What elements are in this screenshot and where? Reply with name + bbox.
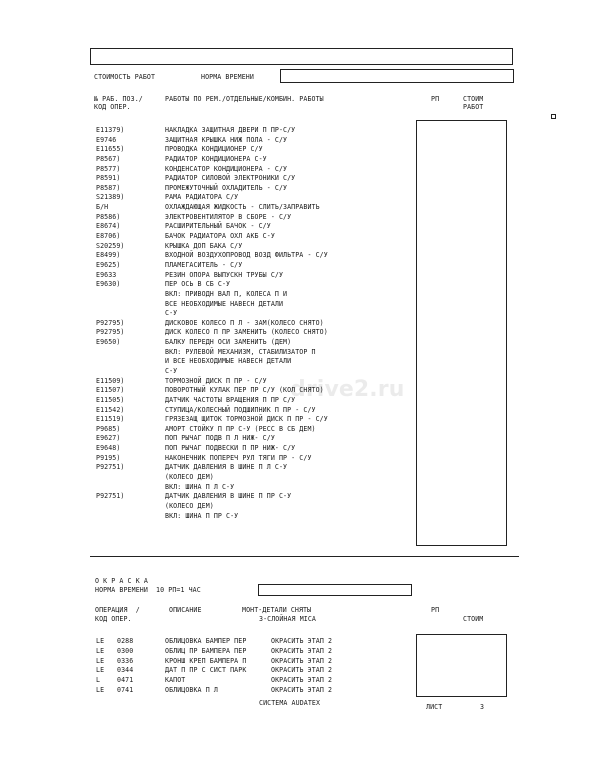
- paint-title: О К Р А С К А: [95, 577, 148, 585]
- work-row: [0, 174, 593, 182]
- work-row: [0, 425, 593, 433]
- work-row-code: E11655): [96, 145, 125, 154]
- work-row-text: РАДИАТОР КОНДИЦИОНЕРА С-У: [165, 154, 267, 163]
- work-row: [0, 271, 593, 279]
- corner-mark: [551, 114, 556, 119]
- work-row-text: ПРОМЕЖУТОЧНЫЙ ОХЛАДИТЕЛЬ - С/У: [165, 183, 288, 192]
- work-row-text: ЗАЩИТНАЯ КРЫШКА НИЖ ПОЛА - С/У: [165, 135, 288, 144]
- paint-col-rp: РП: [431, 606, 440, 614]
- work-row: [0, 251, 593, 259]
- work-row-code: P8591): [96, 174, 121, 183]
- work-row: [0, 483, 593, 491]
- paint-norm: НОРМА ВРЕМЕНИ 10 РП=1 ЧАС: [95, 586, 201, 594]
- work-row: [0, 502, 593, 510]
- paint-col-cost: СТОИМ: [463, 615, 484, 623]
- work-row-text: ВКЛ: ПРИВОДН ВАЛ П, КОЛЕСА П И: [165, 289, 288, 298]
- work-row: [0, 280, 593, 288]
- paint-row-code: 0344: [117, 666, 134, 675]
- work-row-text: ВХОДНОЙ ВОЗДУХОПРОВОД ВОЗД ФИЛЬТРА - С/У: [165, 251, 328, 260]
- work-row: [0, 367, 593, 375]
- paint-row-action: ОКРАСИТЬ ЭТАП 2: [271, 637, 333, 645]
- work-row-text: КОНДЕНСАТОР КОНДИЦИОНЕРА - С/У: [165, 164, 288, 173]
- work-row-text: ДИСКОВОЕ КОЛЕСО П Л - ЗАМ(КОЛЕСО СНЯТО): [165, 318, 324, 327]
- work-row: [0, 415, 593, 423]
- work-row-code: E9650): [96, 338, 121, 347]
- section-divider: [90, 556, 519, 557]
- footer-sheet-label: ЛИСТ: [426, 703, 443, 711]
- work-row-code: E8706): [96, 232, 121, 241]
- work-row-code: E9648): [96, 444, 121, 453]
- paint-row: [0, 647, 593, 655]
- work-row-text: НАКОНЕЧНИК ПОПЕРЕЧ РУЛ ТЯГИ ПР - С/У: [165, 453, 312, 462]
- work-row: [0, 406, 593, 414]
- paint-row-desc: КРОНШ КРЕП БАМПЕРА П: [165, 656, 247, 665]
- work-row-text: ПЕР ОСЬ В СБ С-У: [165, 280, 231, 289]
- work-row-text: РАМА РАДИАТОРА С/У: [165, 193, 239, 202]
- top-blank-field: [90, 48, 513, 65]
- work-row-text: БАЛКУ ПЕРЕДН ОСИ ЗАМЕНИТЬ (ДЕМ): [165, 338, 292, 347]
- work-row-text: БАЧОК РАДИАТОРА ОХЛ АКБ С-У: [165, 232, 275, 241]
- work-row-text: РЕЗИН ОПОРА ВЫПУСКН ТРУБЫ С/У: [165, 270, 284, 279]
- paint-row-type: LE: [96, 637, 105, 645]
- work-row-text: ДАТЧИК ЧАСТОТЫ ВРАЩЕНИЯ П ПР С/У: [165, 395, 296, 404]
- work-row-code: E8674): [96, 222, 121, 231]
- work-row-code: P9195): [96, 453, 121, 462]
- work-row: [0, 261, 593, 269]
- work-row: [0, 213, 593, 221]
- work-row-code: E9630): [96, 280, 121, 289]
- work-row-text: ДАТЧИК ДАВЛЕНИЯ В ШИНЕ П Л С-У: [165, 463, 288, 472]
- work-row: [0, 348, 593, 356]
- work-row: [0, 222, 593, 230]
- paint-row: [0, 676, 593, 684]
- work-row-text: ПОП РЫЧАГ ПОДВ П Л НИЖ- С/У: [165, 434, 275, 443]
- paint-row-action: ОКРАСИТЬ ЭТАП 2: [271, 666, 333, 675]
- paint-col-mount: МОНТ-ДЕТАЛИ СНЯТЫ: [242, 606, 312, 614]
- paint-row-type: LE: [96, 666, 105, 675]
- col-code-header-2: КОД ОПЕР.: [94, 103, 131, 111]
- paint-row: [0, 637, 593, 645]
- paint-row-action: ОКРАСИТЬ ЭТАП 2: [271, 676, 333, 685]
- work-row: [0, 165, 593, 173]
- work-row: [0, 193, 593, 201]
- paint-row-code: 0471: [117, 676, 134, 685]
- work-row-code: E9746: [96, 135, 117, 144]
- work-row-code: Б/Н: [96, 203, 109, 212]
- paint-row-action: ОКРАСИТЬ ЭТАП 2: [271, 686, 333, 694]
- work-row-code: S21389): [96, 193, 125, 202]
- watermark: drive2.ru: [290, 377, 405, 402]
- work-row-text: ВКЛ: ШИНА П Л С-У: [165, 482, 235, 491]
- col-work-header: РАБОТЫ ПО РЕМ./ОТДЕЛЬНЫЕ/КОМБИН. РАБОТЫ: [165, 95, 324, 103]
- paint-row-desc: ОБЛИЦОВКА П Л: [165, 686, 218, 694]
- work-row-code: E11509): [96, 376, 125, 385]
- paint-row-type: L: [96, 676, 101, 685]
- paint-row-type: LE: [96, 646, 105, 655]
- work-row: [0, 184, 593, 192]
- work-row-text: ДИСК КОЛЕСО П ПР ЗАМЕНИТЬ (КОЛЕСО СНЯТО): [165, 328, 328, 337]
- work-row: [0, 300, 593, 308]
- work-row-code: P92795): [96, 328, 125, 337]
- paint-row-desc: ОБЛИЦОВКА БАМПЕР ПЕР: [165, 637, 247, 645]
- work-row-code: P92795): [96, 318, 125, 327]
- work-row-text: ПРОВОДКА КОНДИЦИОНЕР С/У: [165, 145, 263, 154]
- work-row-text: С-У: [165, 309, 178, 318]
- work-row: [0, 454, 593, 462]
- work-row-text: НАКЛАДКА ЗАЩИТНАЯ ДВЕРИ П ПР-С/У: [165, 126, 296, 134]
- work-row: [0, 290, 593, 298]
- col-cost-header-1: СТОИМ: [463, 95, 484, 103]
- work-row: [0, 203, 593, 211]
- paint-col-op-1: ОПЕРАЦИЯ /: [95, 606, 140, 614]
- work-row: [0, 463, 593, 471]
- work-row-text: ПОВОРОТНЫЙ КУЛАК ПЕР ПР С/У (КОЛ СНЯТО): [165, 386, 324, 395]
- work-row-text: КРЫШКА ДОП БАКА С/У: [165, 241, 243, 250]
- work-row: [0, 232, 593, 240]
- work-row-code: P92751): [96, 463, 125, 472]
- work-row: [0, 444, 593, 452]
- work-row-code: E11505): [96, 395, 125, 404]
- paint-row-action: ОКРАСИТЬ ЭТАП 2: [271, 656, 333, 665]
- work-row-code: P8586): [96, 212, 121, 221]
- work-row: [0, 492, 593, 500]
- work-row: [0, 357, 593, 365]
- work-row-code: P8577): [96, 164, 121, 173]
- work-row-code: S20259): [96, 241, 125, 250]
- work-row-code: E9625): [96, 260, 121, 269]
- work-row: [0, 242, 593, 250]
- paint-row: [0, 686, 593, 694]
- col-rp-header: РП: [431, 95, 440, 103]
- norm-value-field: [280, 69, 514, 83]
- work-row-code: P9685): [96, 424, 121, 433]
- work-row-text: ГРЯЗЕЗАЩ ЩИТОК ТОРМОЗНОЙ ДИСК П ПР - С/У: [165, 415, 328, 424]
- work-row-text: С-У: [165, 367, 178, 375]
- work-row-text: (КОЛЕСО ДЕМ): [165, 501, 214, 510]
- paint-row-type: LE: [96, 656, 105, 665]
- work-row: [0, 136, 593, 144]
- work-row: [0, 155, 593, 163]
- work-row-code: P92751): [96, 492, 125, 501]
- work-row-text: ТОРМОЗНОЙ ДИСК П ПР - С/У: [165, 376, 267, 385]
- paint-row: [0, 666, 593, 674]
- work-row-code: E9633: [96, 270, 117, 279]
- work-row: [0, 126, 593, 134]
- paint-row-action: ОКРАСИТЬ ЭТАП 2: [271, 646, 333, 655]
- work-row: [0, 319, 593, 327]
- norm-label: НОРМА ВРЕМЕНИ: [201, 73, 254, 81]
- col-cost-header-2: РАБОТ: [463, 103, 484, 111]
- paint-row-code: 0300: [117, 646, 134, 655]
- work-row-code: P8587): [96, 183, 121, 192]
- paint-row-code: 0336: [117, 656, 134, 665]
- work-row: [0, 309, 593, 317]
- work-row-text: ВКЛ: ШИНА П ПР С-У: [165, 511, 239, 520]
- work-row-code: E9627): [96, 434, 121, 443]
- work-row-text: (КОЛЕСО ДЕМ): [165, 473, 214, 482]
- footer-system: СИСТЕМА AUDATEX: [259, 699, 321, 707]
- paint-col-desc: ОПИСАНИЕ: [169, 606, 202, 614]
- paint-norm-value-field: [258, 584, 412, 596]
- work-row-code: E11519): [96, 415, 125, 424]
- work-row-text: ДАТЧИК ДАВЛЕНИЯ В ШИНЕ П ПР С-У: [165, 492, 292, 501]
- work-row: [0, 473, 593, 481]
- work-row-code: E11379): [96, 126, 125, 134]
- cost-label: СТОИМОСТЬ РАБОТ: [94, 73, 156, 81]
- paint-row-code: 0288: [117, 637, 134, 645]
- work-row-text: ПОП РЫЧАГ ПОДВЕСКИ П ПР НИЖ- С/У: [165, 444, 296, 453]
- work-row-text: СТУПИЦА/КОЛЕСНЫЙ ПОДШИПНИК П ПР - С/У: [165, 405, 316, 414]
- work-row: [0, 434, 593, 442]
- work-row-text: ПЛАМЕГАСИТЕЛЬ - С/У: [165, 260, 243, 269]
- work-row-text: ЭЛЕКТРОВЕНТИЛЯТОР В СБОРЕ - С/У: [165, 212, 292, 221]
- work-row-text: И ВСЕ НЕОБХОДИМЫЕ НАВЕСН ДЕТАЛИ: [165, 357, 292, 366]
- work-row: [0, 338, 593, 346]
- paint-col-layer: 3-СЛОЙНАЯ MICA: [259, 615, 316, 623]
- work-row-text: ВСЕ НЕОБХОДИМЫЕ НАВЕСН ДЕТАЛИ: [165, 299, 284, 308]
- work-row-text: ОХЛАЖДАЮЩАЯ ЖИДКОСТЬ - СЛИТЬ/ЗАПРАВИТЬ: [165, 203, 320, 212]
- col-code-header-1: № РАБ. ПОЗ./: [94, 95, 143, 103]
- work-row: [0, 512, 593, 520]
- work-row-text: РАДИАТОР СИЛОВОЙ ЭЛЕКТРОНИКИ С/У: [165, 174, 296, 183]
- work-row-text: РАСШИРИТЕЛЬНЫЙ БАЧОК - С/У: [165, 222, 271, 231]
- paint-row-desc: КАПОТ: [165, 676, 186, 685]
- work-row-text: ВКЛ: РУЛЕВОЙ МЕХАНИЗМ, СТАБИЛИЗАТОР П: [165, 347, 316, 356]
- paint-row-code: 0741: [117, 686, 134, 694]
- work-row-code: E8499): [96, 251, 121, 260]
- work-row-code: E11507): [96, 386, 125, 395]
- work-row: [0, 328, 593, 336]
- paint-row: [0, 657, 593, 665]
- footer-sheet-number: 3: [480, 703, 485, 711]
- work-row-code: P8567): [96, 154, 121, 163]
- paint-row-desc: ОБЛИЦ ПР БАМПЕРА ПЕР: [165, 646, 247, 655]
- work-row-code: E11542): [96, 405, 125, 414]
- paint-row-desc: ДАТ П ПР С СИСТ ПАРК: [165, 666, 247, 675]
- paint-col-op-2: КОД ОПЕР.: [95, 615, 132, 623]
- work-row: [0, 145, 593, 153]
- paint-row-type: LE: [96, 686, 105, 694]
- work-row-text: АМОРТ СТОЙКУ П ПР С-У (РЕСС В СБ ДЕМ): [165, 424, 316, 433]
